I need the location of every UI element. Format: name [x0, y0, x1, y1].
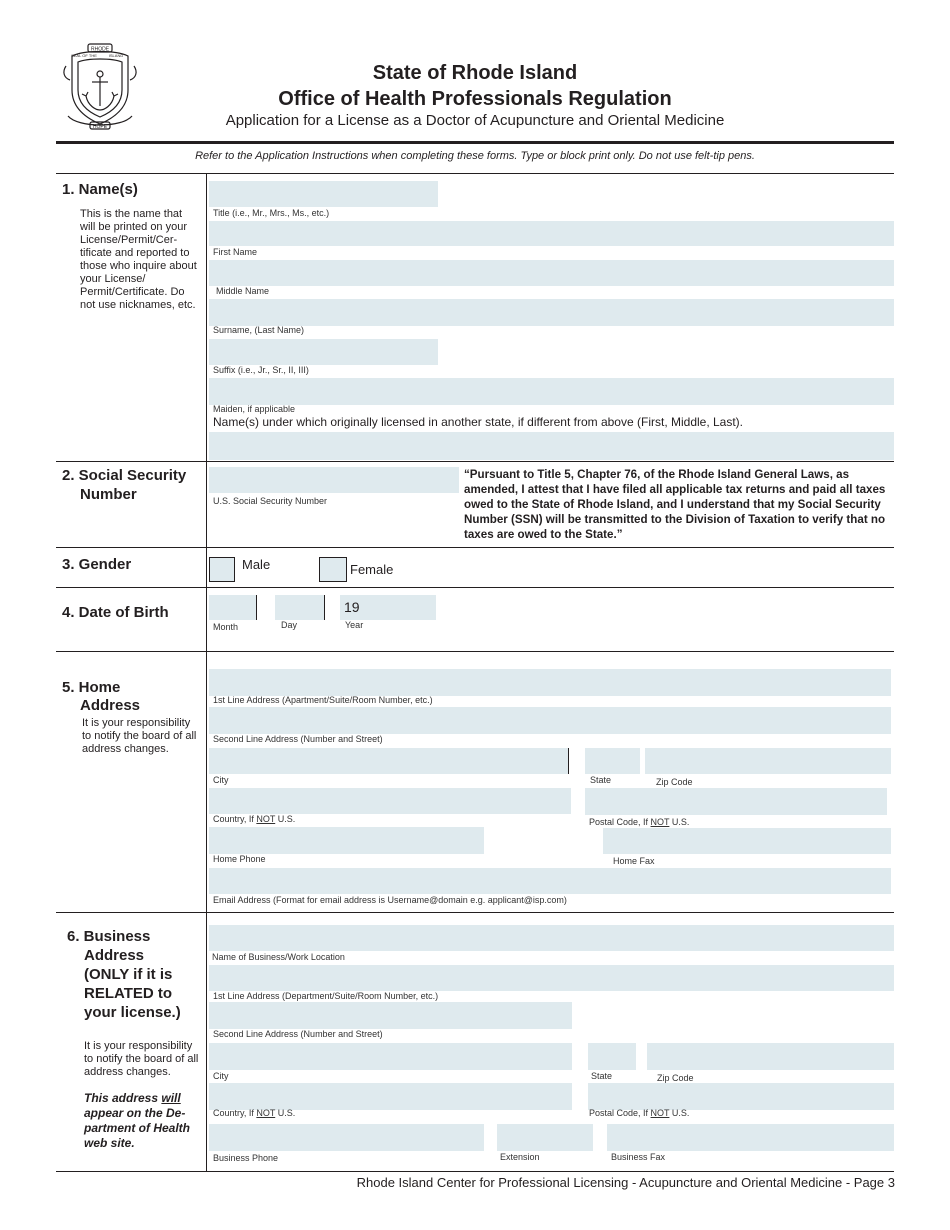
seal-graphic: [58, 42, 142, 132]
business-line2-label: Second Line Address (Number and Street): [213, 1029, 383, 1039]
home-zip-label: Zip Code: [656, 777, 693, 787]
home-phone-label: Home Phone: [213, 854, 266, 864]
home-city-label: City: [213, 775, 229, 785]
web-notice-pre: This address: [84, 1091, 162, 1105]
maiden-name-label: Maiden, if applicable: [213, 404, 296, 414]
rule-top: [56, 173, 894, 174]
male-label: Male: [242, 557, 271, 572]
home-postal-label-not: NOT: [650, 817, 670, 827]
business-city-label: City: [213, 1071, 229, 1081]
business-fax-label: Business Fax: [611, 1152, 666, 1162]
section4-title: 4. Date of Birth: [62, 604, 169, 621]
home-postal-label-post: U.S.: [669, 817, 690, 827]
home-line1-label: 1st Line Address (Apartment/Suite/Room Number, etc.): [213, 695, 433, 705]
business-fax-field[interactable]: [607, 1124, 894, 1151]
business-phone-label: Business Phone: [213, 1153, 279, 1163]
day-field[interactable]: [275, 595, 325, 620]
year-prefix: 19: [344, 599, 360, 615]
section5-note: It is your responsibility to notify the board of all address changes.: [82, 717, 197, 755]
first-name-label: First Name: [213, 247, 258, 257]
business-postal-label-pre: Postal Code, If: [589, 1108, 651, 1118]
female-label: Female: [350, 562, 394, 577]
business-name-label: Name of Business/Work Location: [212, 952, 345, 962]
male-checkbox[interactable]: [209, 557, 235, 582]
business-state-label: State: [591, 1071, 613, 1081]
month-field[interactable]: [209, 595, 257, 620]
section6-note: It is your responsibility to notify the board of all address changes.: [84, 1040, 199, 1078]
section6-web-notice: [84, 1091, 199, 1151]
section6-title-line4: RELATED to: [84, 985, 173, 1002]
seal-right-text: ISLAND: [108, 53, 124, 58]
business-postal-label: [589, 1108, 689, 1118]
section6-title-line5: your license.): [84, 1004, 181, 1021]
extension-field[interactable]: [497, 1124, 593, 1151]
home-line1-field[interactable]: [209, 669, 891, 696]
home-country-label: [213, 814, 295, 824]
business-phone-field[interactable]: [209, 1124, 484, 1151]
section2-title-line2: Number: [80, 486, 137, 503]
home-state-label: State: [590, 775, 612, 785]
section1-note: This is the name that will be printed on your License/Permit/Cer-tificate and reported to those who inquire about your License/ Permit/Certificate. Do not use nicknames, etc.: [80, 208, 197, 311]
surname-label: Surname, (Last Name): [213, 325, 305, 335]
rule-sec6: [56, 912, 894, 913]
business-country-field[interactable]: [209, 1083, 572, 1110]
header-subtitle: Application for a License as a Doctor of Acupuncture and Oriental Medicine: [225, 112, 725, 129]
seal-top-text: RHODE: [90, 46, 110, 53]
state-seal: [58, 42, 142, 132]
home-postal-label: [589, 817, 689, 827]
email-field[interactable]: [209, 868, 891, 894]
business-postal-label-post: U.S.: [669, 1108, 690, 1118]
middle-name-field[interactable]: [209, 260, 894, 286]
rule-sec3: [56, 547, 894, 548]
rule-sec4: [56, 587, 894, 588]
home-postal-label-pre: Postal Code, If: [589, 817, 651, 827]
header-rule: [56, 141, 894, 144]
extension-label: Extension: [500, 1152, 540, 1162]
email-label: Email Address (Format for email address is Username@domain e.g. applicant@isp.com): [213, 895, 567, 905]
day-label: Day: [281, 620, 298, 630]
header-title-line1: State of Rhode Island: [372, 62, 578, 84]
page-footer: Rhode Island Center for Professional Licensing - Acupuncture and Oriental Medicine - Page 3: [356, 1175, 895, 1190]
home-country-label-post: U.S.: [275, 814, 296, 824]
ssn-field[interactable]: [209, 467, 459, 493]
section6-title-line2: Address: [84, 947, 145, 964]
rule-sec5: [56, 651, 894, 652]
home-line2-field[interactable]: [209, 707, 891, 734]
surname-field[interactable]: [209, 299, 894, 326]
section5-title-line1: 5. Home: [62, 679, 121, 696]
home-zip-field[interactable]: [645, 748, 891, 774]
business-country-label-not: NOT: [256, 1108, 276, 1118]
home-postal-field[interactable]: [585, 788, 887, 815]
business-line1-label: 1st Line Address (Department/Suite/Room Number, etc.): [213, 991, 439, 1001]
business-country-label: [213, 1108, 295, 1118]
seal-bottom-text: HOPE: [92, 124, 108, 130]
business-city-field[interactable]: [209, 1043, 572, 1070]
section3-title: 3. Gender: [62, 556, 132, 573]
header-title-line2: Office of Health Professionals Regulation: [278, 88, 672, 110]
year-label: Year: [345, 620, 364, 630]
home-state-field[interactable]: [585, 748, 640, 774]
home-fax-label: Home Fax: [613, 856, 655, 866]
female-checkbox[interactable]: [319, 557, 347, 582]
business-state-field[interactable]: [588, 1043, 636, 1070]
ssn-statement: “Pursuant to Title 5, Chapter 76, of the Rhode Island General Laws, as amended, I attest that I have filed all applicable tax returns and paid all taxes owed to the State of Rhode Island, and I understand that my Social Security Number (SSN) will be transmitted to the Division of Taxation to verify that no taxes are owed to the State.”: [464, 468, 886, 541]
home-country-label-pre: Country, If: [213, 814, 257, 824]
web-notice-will: will: [161, 1091, 181, 1105]
home-phone-field[interactable]: [209, 827, 484, 854]
seal-left-text: SEAL OF THE: [71, 53, 97, 58]
business-line1-field[interactable]: [209, 965, 894, 991]
month-label: Month: [213, 622, 239, 632]
home-line2-label: Second Line Address (Number and Street): [213, 734, 383, 744]
suffix-label: Suffix (i.e., Jr., Sr., II, III): [213, 365, 309, 375]
business-line2-field[interactable]: [209, 1002, 572, 1029]
business-zip-label: Zip Code: [657, 1073, 694, 1083]
title-field-label: Title (i.e., Mr., Mrs., Ms., etc.): [213, 208, 330, 218]
suffix-field[interactable]: [209, 339, 438, 365]
middle-name-label: Middle Name: [216, 286, 270, 296]
title-field[interactable]: [209, 181, 438, 207]
business-postal-field[interactable]: [588, 1083, 894, 1110]
business-country-label-pre: Country, If: [213, 1108, 257, 1118]
other-names-field[interactable]: [209, 432, 894, 460]
column-divider: [206, 173, 207, 1171]
web-notice-post: appear on the De-partment of Health web site.: [84, 1106, 191, 1150]
section5-title-line2: Address: [80, 697, 141, 714]
instructions-text: Refer to the Application Instructions when completing these forms. Type or block print only. Do not use felt-tip pens.: [195, 150, 755, 162]
rule-sec2: [56, 461, 894, 462]
business-zip-field[interactable]: [647, 1043, 894, 1070]
home-country-field[interactable]: [209, 788, 571, 814]
home-city-field[interactable]: [209, 748, 569, 774]
business-name-field[interactable]: [209, 925, 894, 951]
maiden-name-field[interactable]: [209, 378, 894, 405]
ssn-label: U.S. Social Security Number: [213, 496, 328, 506]
home-fax-field[interactable]: [603, 828, 891, 854]
home-country-label-not: NOT: [256, 814, 276, 824]
section6-title-line1: 6. Business: [67, 928, 151, 945]
business-postal-label-not: NOT: [650, 1108, 670, 1118]
rule-bottom: [56, 1171, 894, 1172]
section1-title: 1. Name(s): [62, 181, 138, 198]
first-name-field[interactable]: [209, 221, 894, 246]
business-country-label-post: U.S.: [275, 1108, 296, 1118]
section6-title-line3: (ONLY if it is: [84, 966, 173, 983]
other-names-label: Name(s) under which originally licensed in another state, if different from above (First, Middle, Last).: [213, 415, 744, 429]
section2-title-line1: 2. Social Security: [62, 467, 187, 484]
